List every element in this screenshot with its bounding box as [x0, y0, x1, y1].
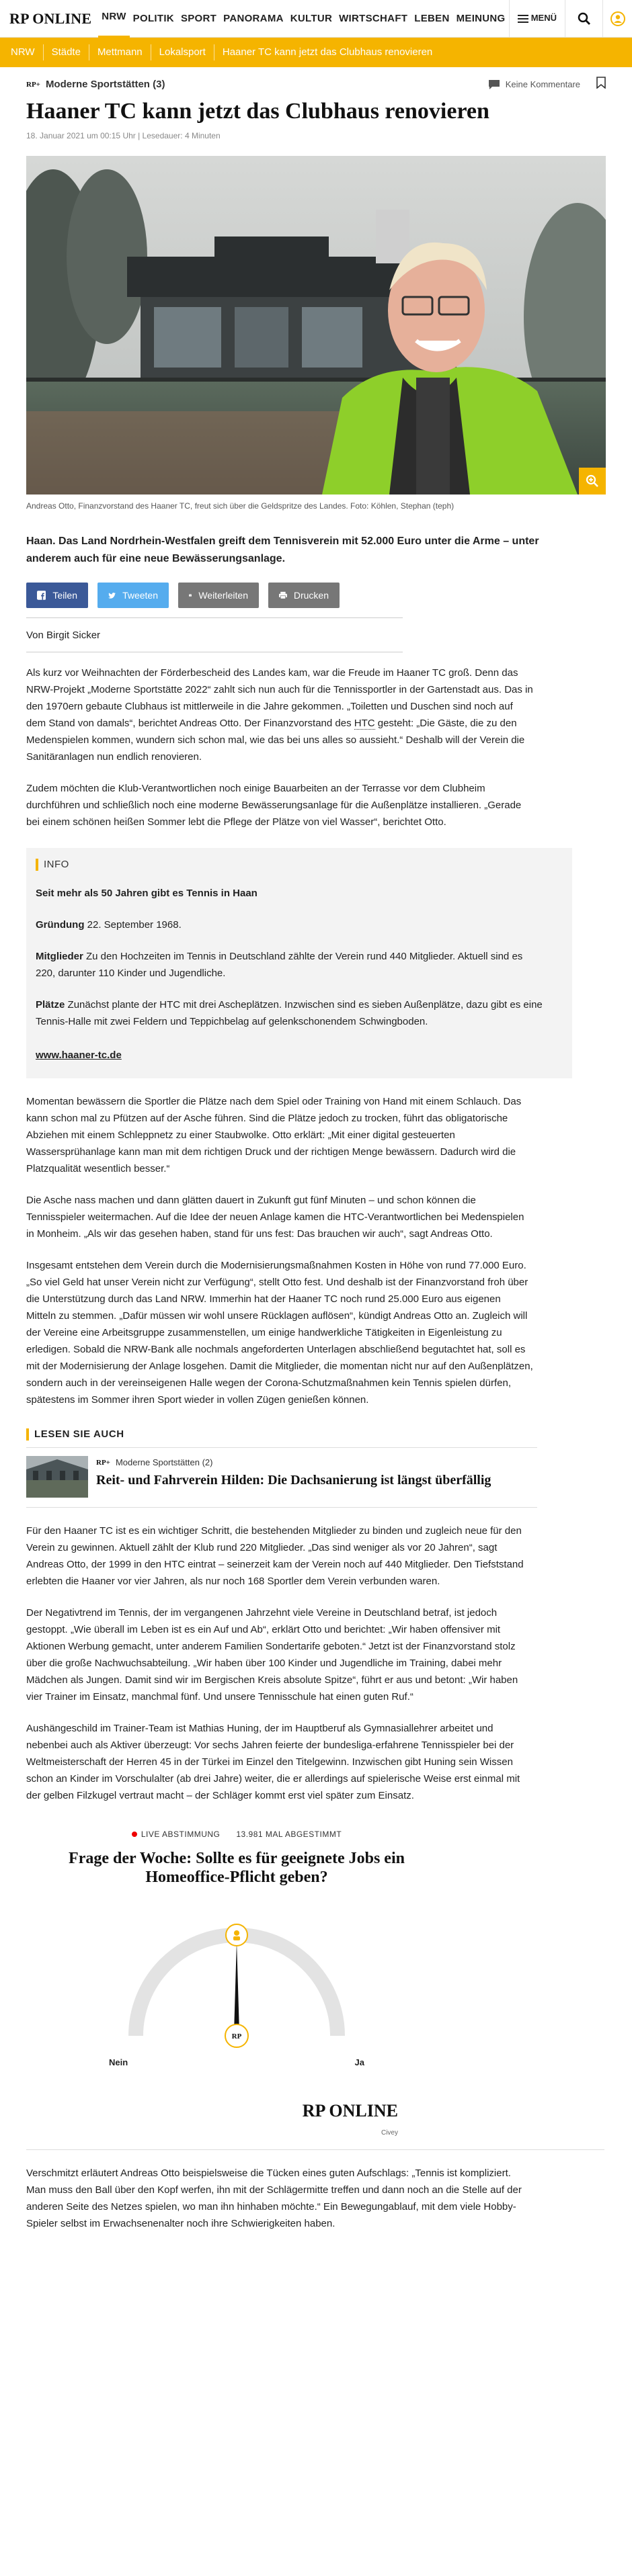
read-also-label: LESEN SIE AUCH	[26, 1428, 537, 1441]
share-bar	[26, 583, 606, 608]
poll-brand-logo: RP ONLINE	[302, 2101, 398, 2121]
poll-vote-count: 13.981 MAL ABGESTIMMT	[236, 1830, 342, 1840]
htc-topic-link[interactable]: HTC	[354, 718, 375, 730]
breadcrumb-item[interactable]: Haaner TC kann jetzt das Clubhaus renovieren	[222, 46, 433, 58]
teaser-title: Reit- und Fahrverein Hilden: Die Dachsanierung ist längst überfällig	[96, 1472, 491, 1488]
share-twitter-button[interactable]: Tweeten	[97, 583, 169, 608]
bookmark-button[interactable]	[596, 77, 606, 93]
hero-photo	[26, 156, 606, 495]
breadcrumb-item[interactable]: Städte	[44, 44, 89, 60]
share-facebook-button[interactable]: Teilen	[26, 583, 88, 608]
nav-item-panorama[interactable]: PANORAMA	[223, 12, 284, 24]
article-lead: Haan. Das Land Nordrhein-Westfalen greift dem Tennisverein mit 52.000 Euro unter die Arme – unter anderem auch für eine neue Bewässerungsanlage.	[26, 535, 539, 565]
svg-text:RP: RP	[231, 2032, 242, 2041]
print-button[interactable]: Drucken	[268, 583, 340, 608]
paragraph: Verschmitzt erläutert Andreas Otto beispielsweise die Tücken eines guten Aufschlags: „Tennis ist kompliziert. Man muss den Ball über den Kopf werfen, ihn mit der Schlägermitte treffen und dann noch an die Stelle auf der anderen Seite des Netzes spielen, wo man ihn hinhaben möchte.“ Ein Bewegungablauf, mit dem viele Hobby-Spieler selbst im Erwachsenenalter noch ihre Schwierigkeiten haben.	[26, 2167, 522, 2229]
zoom-button[interactable]	[579, 468, 606, 495]
info-title: Seit mehr als 50 Jahren gibt es Tennis in Haan	[36, 888, 258, 900]
printer-icon	[279, 591, 287, 600]
poll-live-label: LIVE ABSTIMMUNG	[132, 1828, 221, 1841]
facebook-icon	[37, 591, 46, 600]
author-line: Von Birgit Sicker	[26, 630, 101, 642]
site-logo[interactable]: RP ONLINE	[9, 9, 92, 27]
nav-item-kultur[interactable]: KULTUR	[290, 12, 333, 24]
paragraph: Für den Haaner TC ist es ein wichtiger Schritt, die bestehenden Mitglieder zu binden und zugleich neue für den Verein zu gewinnen. Aktuell zählt der Klub rund 220 Mitglieder. „Das sind weniger als vor 20 Jahren“, sagt Andreas Otto, der 1999 in den HTC eintrat – seinerzeit kam der Verein noch auf 440 Mitglieder. Den Tiefststand erlebten die Haaner vor vier Jahren, als nur noch 168 Sportler dem Verein verbunden waren.	[26, 1525, 524, 1588]
twitter-icon	[108, 591, 116, 600]
gauge-needle	[234, 1942, 239, 2032]
comments-link[interactable]	[488, 78, 580, 92]
article	[26, 77, 606, 2232]
poll-gauge[interactable]	[116, 1895, 358, 2056]
user-icon	[610, 11, 625, 26]
nav-item-politik[interactable]: POLITIK	[132, 12, 174, 24]
poll-question: Frage der Woche: Sollte es für geeignete Jobs ein Homeoffice-Pflicht geben?	[69, 1850, 405, 1887]
article-body	[26, 664, 606, 1804]
read-also-box	[26, 1428, 537, 1508]
nav-item-wirtschaft[interactable]: WIRTSCHAFT	[339, 12, 408, 24]
breadcrumb-item[interactable]: Mettmann	[89, 44, 151, 60]
rp-plus-badge: RP+	[96, 1458, 110, 1467]
nav-item-nrw[interactable]: NRW	[98, 0, 129, 38]
paragraph: Der Negativtrend im Tennis, der im vergangenen Jahrzehnt viele Vereine in Deutschland betraf, ist jedoch gestoppt. „Wie überall im Leben ist es ein Auf und Ab“, erklärt Otto und berichtet: „Wir haben offensiver mit Aktionen Werbung gemacht, unter anderem Familien Sondertarife geboten.“ Jetzt ist der Finanzvorstand stolz über die große Nachwuchsabteilung. „Wir haben über 100 Kinder und Jugendliche im Training, dabei mehr Mädchen als Jungen. Damit sind wir im Bergischen Kreis absolute Spitze“, führt er aus und betont: „Wir haben vier Trainer im Einsatz, manchmal fünf. Und unsere Tennisschule hat einen guten Ruf.“	[26, 1607, 518, 1703]
nav-item-leben[interactable]: LEBEN	[414, 12, 450, 24]
image-caption: Andreas Otto, Finanzvorstand des Haaner TC, freut sich über die Geldspritze des Landes. Foto: Köhlen, Stephan (teph)	[26, 501, 455, 511]
club-website-link[interactable]: www.haaner-tc.de	[36, 1049, 122, 1062]
read-also-teaser[interactable]	[26, 1456, 537, 1498]
paragraph: Die Asche nass machen und dann glätten dauert in Zukunft gut fünf Minuten – und schon können die Tennisspieler weitermachen. Auf die Idee der neuen Anlage kamen die HTC-Verantwortlichen bei Medenspielen in Monheim. „Als wir das gesehen haben, stand für uns fest: Das brauchen wir auch“, sagt Andreas Otto.	[26, 1195, 524, 1240]
kicker-text: Moderne Sportstätten (3)	[45, 79, 165, 91]
article-kicker	[26, 77, 165, 93]
main-nav	[98, 0, 509, 38]
poll-header	[48, 1828, 425, 1841]
poll-branding	[48, 2097, 398, 2139]
mail-icon	[189, 591, 192, 599]
top-bar	[0, 0, 632, 38]
hero-image[interactable]	[26, 156, 606, 495]
poll-powered-by: Civey	[381, 2129, 398, 2137]
account-button[interactable]	[602, 0, 632, 38]
breadcrumb-item[interactable]: NRW	[3, 44, 44, 60]
nav-item-sport[interactable]: SPORT	[180, 12, 217, 24]
teaser-kicker: RP+ Moderne Sportstätten (2)	[96, 1456, 491, 1470]
paragraph: Zudem möchten die Klub-Verantwortlichen noch einige Bauarbeiten an der Terrasse vor dem Clubheim durchführen und schließlich noch eine moderne Bewässerungsanlage für die Außenplätze installieren. „Gerade bei einem schönen heißen Sommer lebt die Pflege der Plätze von viel Wasser“, berichtet Otto.	[26, 783, 522, 828]
rp-plus-badge: RP+	[26, 80, 40, 89]
divider	[26, 617, 403, 618]
comments-count: Keine Kommentare	[505, 79, 580, 89]
comment-icon	[488, 79, 500, 90]
paragraph: Als kurz vor Weihnachten der Förderbescheid des Landes kam, war die Freude im Haaner TC groß. Denn das NRW-Projekt „Moderne Sportstätte 2022“ zahlt sich nun auch für die Tennissportler in der Gartenstadt aus. Das in den 1970ern gebaute Clubhaus ist mittlerweile in die Jahre gekommen. „Toiletten und Duschen sind noch auf dem Stand von damals“, berichtet Andreas Otto. Der Finanzvorstand des HTC gesteht: „Die Gäste, die zu den Medenspielen kommen, wundern sich schon mal, wie das bei uns alles so aussieht.“ Deshalb will der Verein die Sanitäranlagen nun endlich renovieren.	[26, 667, 533, 763]
paragraph: Momentan bewässern die Sportler die Plätze nach dem Spiel oder Training von Hand mit einem Schlauch. Das kann schon mal zu Pfützen auf der Asche führen. Sind die Plätze jedoch zu trocken, führt das obligatorische Abziehen mit einem Schleppnetz zu einer Staubwolke. Otto erklärt: „Mit einer digital gesteuerten Wassersprühanlage kann man mit dem richtigen Druck und der richtigen Menge bewässern. Dadurch wird die Platzqualität wesentlich besser.“	[26, 1096, 522, 1175]
hamburger-icon	[518, 15, 528, 23]
article-meta: 18. Januar 2021 um 00:15 Uhr | Lesedauer: 4 Minuten	[26, 130, 221, 140]
paragraph: Aushängeschild im Trainer-Team ist Mathias Huning, der im Hauptberuf als Gymnasiallehrer arbeitet und nebenbei auch als Aktiver überzeugt: Vor sechs Jahren feierte der bundesliga-erfahrene Tennisspieler bei der Weltmeisterschaft der Herren 45 in der Türkei im Einzel den Titelgewinn. Inzwischen gibt Huning sein Wissen schon an Kinder im Vorschulalter (ab drei Jahre) weiter, die er allerdings auf spielerische Weise erst einmal mit der gelben Filzkugel vertraut macht – der Schläger kommt erst viel später zum Einsatz.	[26, 1723, 520, 1802]
info-founding: Gründung 22. September 1968.	[36, 919, 182, 931]
paragraph: Insgesamt entstehen dem Verein durch die Modernisierungsmaßnahmen Kosten in Höhe von rund 77.000 Euro. „So viel Geld hat unser Verein nicht zur Verfügung“, stellt Otto fest. Und deshalb ist der Finanzvorstand froh über die Unterstützung durch das Land NRW. Immerhin hat der Haaner TC noch rund 25.000 Euro aus eigenen Mitteln zu stemmen. „Dafür müssen wir wohl unsere Rücklagen auflösen“, kündigt Andreas Otto an. Zugleich will der Vereine eine Arbeitsgruppe zusammenstellen, um einige handwerkliche Tätigkeiten in Eigenleistung zu erledigen. Sobald die NRW-Bank alle nochmals angeforderten Unterlagen abschließend begutachtet hat, soll es mit der Modernisierung der Anlage losgehen. Damit die Mitglieder, die momentan nicht nur auf den Außenplätzen, sondern auch in der vereinseigenen Halle wegen der Corona-Schutzmaßnahmen kein Tennis spielen dürfen, spätestens im Sommer ihren Sport wieder in vollen Zügen genießen können.	[26, 1260, 533, 1406]
teaser-thumbnail	[26, 1456, 88, 1498]
bookmark-icon	[596, 77, 606, 89]
breadcrumb-item[interactable]: Lokalsport	[151, 44, 214, 60]
nav-item-meinung[interactable]: MEINUNG	[456, 12, 506, 24]
poll-widget	[48, 1828, 425, 2139]
share-mail-button[interactable]: Weiterleiten	[178, 583, 259, 608]
search-button[interactable]	[565, 0, 602, 38]
article-body-end	[26, 2165, 606, 2232]
menu-button[interactable]	[509, 0, 565, 38]
info-members: Mitglieder Zu den Hochzeiten im Tennis in Deutschland zählte der Verein rund 440 Mitglieder. Aktuell sind es 220, darunter 110 Kinder und Jugendliche.	[36, 951, 523, 980]
info-label: INFO	[36, 859, 563, 871]
poll-option-yes[interactable]: Ja	[354, 2057, 364, 2068]
article-title: Haaner TC kann jetzt das Clubhaus renovieren	[26, 98, 489, 124]
magnifier-plus-icon	[586, 474, 599, 488]
poll-option-no[interactable]: Nein	[109, 2057, 128, 2068]
menu-label: MENÜ	[530, 13, 557, 24]
search-icon	[578, 12, 591, 26]
info-courts: Plätze Zunächst plante der HTC mit drei Ascheplätzen. Inzwischen sind es sieben Außenplätze, dazu gibt es eine Tennis-Halle mit zwei Feldern und Teppichbelag auf gelenkschonendem Schwingboden.	[36, 999, 543, 1028]
info-box	[26, 848, 572, 1078]
breadcrumb	[0, 38, 632, 67]
